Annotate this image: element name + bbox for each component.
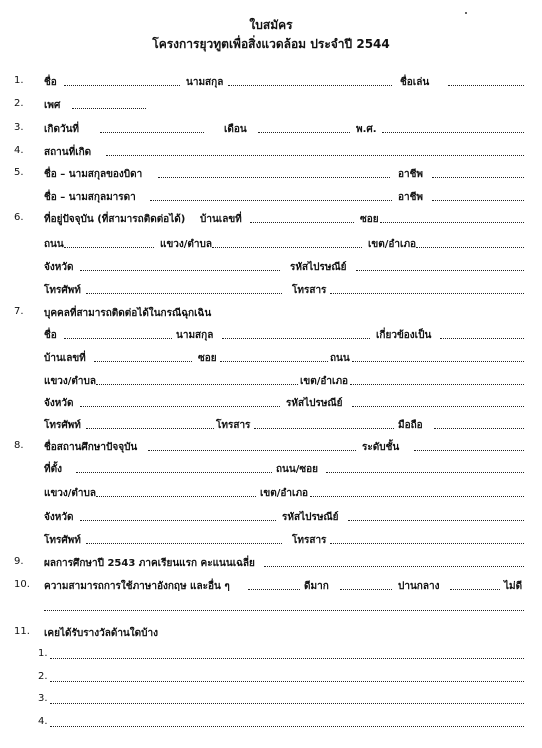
mother-field[interactable] xyxy=(150,200,392,201)
english-ability-label: ความสามารถการใช้ภาษาอังกฤษ และอื่น ๆ xyxy=(44,581,230,592)
province-field[interactable] xyxy=(80,270,280,271)
gpa-field[interactable] xyxy=(264,566,524,567)
birthplace-field[interactable] xyxy=(106,155,524,156)
birth-year-field[interactable] xyxy=(382,132,524,133)
award-field[interactable] xyxy=(50,681,524,682)
award-field[interactable] xyxy=(50,658,524,659)
section-number: 2. xyxy=(14,98,24,109)
ability-bad-label: ไม่ดี xyxy=(504,581,523,592)
section-1-row xyxy=(0,73,542,91)
contact-road-label: ถนน xyxy=(330,353,350,364)
soi-label: ซอย xyxy=(360,214,379,225)
school-district-label: เขต/อำเภอ xyxy=(260,488,309,499)
section-10-row xyxy=(0,577,542,595)
section-7-row-2 xyxy=(0,326,542,344)
contact-mobile-field[interactable] xyxy=(434,428,524,429)
birth-year-label: พ.ศ. xyxy=(356,124,377,135)
district-field[interactable] xyxy=(416,247,524,248)
contact-name-label: ชื่อ xyxy=(44,330,57,341)
contact-surname-label: นามสกุล xyxy=(176,330,214,341)
house-number-field[interactable] xyxy=(250,222,354,223)
section-number: 5. xyxy=(14,167,24,178)
section-8-row-2 xyxy=(0,460,542,478)
mother-occupation-label: อาชีพ xyxy=(398,192,423,203)
award-number: 2. xyxy=(38,671,48,682)
section-6-row-4 xyxy=(0,281,542,299)
contact-house-number-field[interactable] xyxy=(94,361,192,362)
award-line xyxy=(0,691,542,709)
surname-field[interactable] xyxy=(228,85,392,86)
school-fax-label: โทรสาร xyxy=(292,535,327,546)
section-4-row xyxy=(0,143,542,161)
section-8-row-5 xyxy=(0,531,542,549)
award-line xyxy=(0,646,542,664)
contact-postcode-label: รหัสไปรษณีย์ xyxy=(286,398,343,409)
sex-label: เพศ xyxy=(44,100,61,111)
father-label: ชื่อ – นามสกุลของบิดา xyxy=(44,169,143,180)
contact-soi-label: ซอย xyxy=(198,353,217,364)
award-line xyxy=(0,669,542,687)
school-location-field[interactable] xyxy=(76,472,272,473)
ability-good-label: ดีมาก xyxy=(304,581,329,592)
school-location-label: ที่ตั้ง xyxy=(44,464,62,475)
section-11-row xyxy=(0,624,542,642)
ability-moderate-label: ปานกลาง xyxy=(398,581,440,592)
address-label: ที่อยู่ปัจจุบัน (ที่สามารถติดต่อได้) xyxy=(44,214,186,225)
section-7-row xyxy=(0,304,542,322)
contact-phone-label: โทรศัพท์ xyxy=(44,420,81,431)
contact-soi-field[interactable] xyxy=(220,361,328,362)
district-label: เขต/อำเภอ xyxy=(368,239,417,250)
contact-road-field[interactable] xyxy=(352,361,524,362)
section-number: 7. xyxy=(14,306,24,317)
mother-occupation-field[interactable] xyxy=(432,200,524,201)
section-2-row xyxy=(0,96,542,114)
nickname-label: ชื่อเล่น xyxy=(400,77,430,88)
scan-speck xyxy=(465,12,467,14)
father-occupation-label: อาชีพ xyxy=(398,169,423,180)
section-3-row xyxy=(0,120,542,138)
section-number: 4. xyxy=(14,145,24,156)
section-number: 11. xyxy=(14,626,30,637)
school-road-label: ถนน/ซอย xyxy=(276,464,319,475)
name-field[interactable] xyxy=(64,85,180,86)
section-8-row-4 xyxy=(0,508,542,526)
grade-label: ระดับชั้น xyxy=(362,442,400,453)
nickname-field[interactable] xyxy=(448,85,524,86)
birth-month-field[interactable] xyxy=(258,132,350,133)
ability-moderate-field[interactable] xyxy=(340,589,392,590)
road-field[interactable] xyxy=(64,247,154,248)
award-line xyxy=(0,714,542,732)
section-6-row-2 xyxy=(0,235,542,253)
section-6-row-3 xyxy=(0,258,542,276)
contact-phone-field[interactable] xyxy=(86,428,214,429)
contact-mobile-label: มือถือ xyxy=(398,420,423,431)
postcode-field[interactable] xyxy=(356,270,524,271)
mother-label: ชื่อ – นามสกุลมารดา xyxy=(44,192,136,203)
contact-district-label: เขต/อำเภอ xyxy=(300,376,349,387)
school-road-field[interactable] xyxy=(326,472,524,473)
school-subdistrict-field[interactable] xyxy=(96,496,256,497)
section-10-row-2 xyxy=(0,598,542,616)
school-phone-field[interactable] xyxy=(86,543,282,544)
road-label: ถนน xyxy=(44,239,64,250)
contact-district-field[interactable] xyxy=(350,384,524,385)
house-number-label: บ้านเลขที่ xyxy=(200,214,242,225)
contact-subdistrict-label: แขวง/ตำบล xyxy=(44,376,97,387)
father-occupation-field[interactable] xyxy=(432,177,524,178)
contact-name-field[interactable] xyxy=(64,338,172,339)
section-5-row xyxy=(0,165,542,183)
school-province-label: จังหวัด xyxy=(44,512,74,523)
award-number: 1. xyxy=(38,648,48,659)
subdistrict-label: แขวง/ตำบล xyxy=(160,239,213,250)
section-7-row-4 xyxy=(0,372,542,390)
section-number: 1. xyxy=(14,75,24,86)
sex-field[interactable] xyxy=(72,108,146,109)
fax-field[interactable] xyxy=(330,293,524,294)
award-field[interactable] xyxy=(50,726,524,727)
section-number: 6. xyxy=(14,212,24,223)
section-9-row xyxy=(0,554,542,572)
birth-month-label: เดือน xyxy=(224,124,247,135)
section-6-row xyxy=(0,210,542,228)
father-field[interactable] xyxy=(158,177,390,178)
subdistrict-field[interactable] xyxy=(212,247,362,248)
phone-field[interactable] xyxy=(86,293,282,294)
award-number: 4. xyxy=(38,716,48,727)
birth-day-field[interactable] xyxy=(100,132,204,133)
school-subdistrict-label: แขวง/ตำบล xyxy=(44,488,97,499)
emergency-contact-label: บุคคลที่สามารถติดต่อได้ในกรณีฉุกเฉิน xyxy=(44,308,212,319)
ability-bad-field[interactable] xyxy=(450,589,500,590)
form-subtitle: โครงการยุวทูตเพื่อสิ่งแวดล้อม ประจำปี 2544 xyxy=(152,37,390,51)
phone-label: โทรศัพท์ xyxy=(44,285,81,296)
section-number: 8. xyxy=(14,440,24,451)
contact-subdistrict-field[interactable] xyxy=(96,384,298,385)
section-number: 10. xyxy=(14,579,30,590)
section-7-row-6 xyxy=(0,416,542,434)
ability-good-field[interactable] xyxy=(248,589,300,590)
award-number: 3. xyxy=(38,693,48,704)
form-title: ใบสมัคร xyxy=(249,18,293,32)
section-7-row-3 xyxy=(0,349,542,367)
contact-fax-field[interactable] xyxy=(254,428,394,429)
section-7-row-5 xyxy=(0,394,542,412)
school-district-field[interactable] xyxy=(310,496,524,497)
award-field[interactable] xyxy=(50,703,524,704)
contact-province-field[interactable] xyxy=(80,406,280,407)
contact-province-label: จังหวัด xyxy=(44,398,74,409)
school-fax-field[interactable] xyxy=(330,543,524,544)
birthplace-label: สถานที่เกิด xyxy=(44,147,92,158)
postcode-label: รหัสไปรษณีย์ xyxy=(290,262,347,273)
school-postcode-field[interactable] xyxy=(348,520,524,521)
grade-field[interactable] xyxy=(414,450,524,451)
name-label: ชื่อ xyxy=(44,77,57,88)
ability-other-field[interactable] xyxy=(44,610,524,611)
contact-house-number-label: บ้านเลขที่ xyxy=(44,353,86,364)
contact-postcode-field[interactable] xyxy=(352,406,524,407)
gpa-label: ผลการศึกษาปี 2543 ภาคเรียนแรก คะแนนเฉลี่ย xyxy=(44,558,255,569)
section-number: 3. xyxy=(14,122,24,133)
relation-label: เกี่ยวข้องเป็น xyxy=(376,330,432,341)
section-8-row-3 xyxy=(0,484,542,502)
section-8-row xyxy=(0,438,542,456)
birth-day-label: เกิดวันที่ xyxy=(44,124,80,135)
school-postcode-label: รหัสไปรษณีย์ xyxy=(282,512,339,523)
contact-fax-label: โทรสาร xyxy=(216,420,251,431)
school-field[interactable] xyxy=(148,450,356,451)
province-label: จังหวัด xyxy=(44,262,74,273)
school-province-field[interactable] xyxy=(80,520,276,521)
relation-field[interactable] xyxy=(440,338,524,339)
soi-field[interactable] xyxy=(380,222,524,223)
school-phone-label: โทรศัพท์ xyxy=(44,535,81,546)
contact-surname-field[interactable] xyxy=(222,338,370,339)
fax-label: โทรสาร xyxy=(292,285,327,296)
section-5-row-2 xyxy=(0,188,542,206)
section-number: 9. xyxy=(14,556,24,567)
school-label: ชื่อสถานศึกษาปัจจุบัน xyxy=(44,442,138,453)
awards-label: เคยได้รับรางวัลด้านใดบ้าง xyxy=(44,628,158,639)
surname-label: นามสกุล xyxy=(186,77,224,88)
